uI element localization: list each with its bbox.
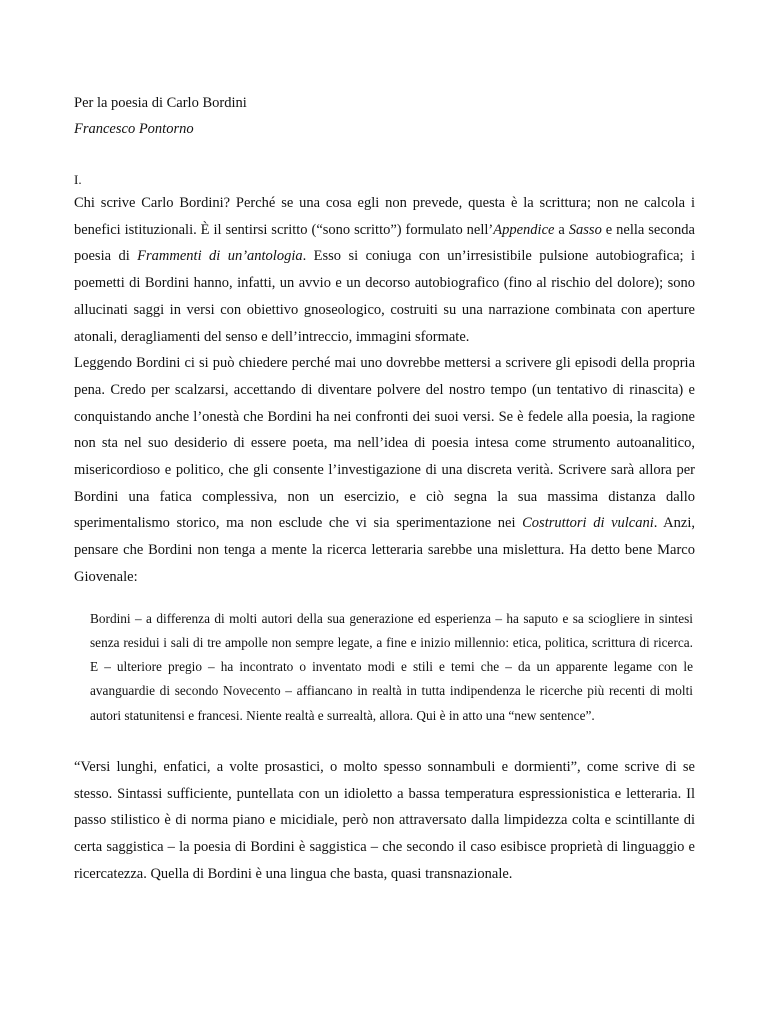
document-author: Francesco Pontorno (74, 121, 194, 137)
paragraph-1-text-3: e nella seconda poesia di (74, 221, 695, 265)
paragraph-1-italic-frammenti: Frammenti di un’antologia (137, 248, 303, 265)
paragraph-2-italic-costruttori: Costruttori di vulcani (522, 515, 654, 532)
paragraph-1 (74, 190, 695, 350)
paragraph-1-text-4: . Esso si coniuga con un’irresistibile pulsione autobiografica; i poemetti di Bordini hanno, infatti, un avvio e un decorso autobiografico (fino al rischio del dolore); sono allucinati saggi in versi con obiettivo gnoseologico, costruiti su una narrazione combinata con aperture atonali, deragliamenti del senso e dell’intreccio, immagini sformate. (74, 248, 695, 345)
paragraph-1-text-1: Chi scrive Carlo Bordini? Perché se una cosa egli non prevede, questa è la scrittura; non ne calcola i benefici istituzionali. È il sentirsi scritto (“sono scritto”) formulato nell’ (74, 195, 695, 238)
paragraph-1-text-2: a (554, 221, 569, 238)
section-number: I. (74, 172, 82, 187)
block-quote: Bordini – a differenza di molti autori della sua generazione ed esperienza – ha saputo e sa sciogliere in sintesi senza residui i sali di tre ampolle non sempre legate, a fine e inizio millennio: etica, politica, scrittura di ricerca. E – ulteriore pregio – ha incontrato o inventato modi e stili e temi che – da un apparente legame con le avanguardie di secondo Novecento – affiancano in realtà in tutta indipendenza le ricerche più recenti di molti autori statunitensi e francesi. Niente realtà e surrealtà, allora. Qui è in atto una “new sentence”. (90, 610, 693, 723)
paragraph-1-italic-appendice: Appendice (493, 221, 555, 238)
document-title: Per la poesia di Carlo Bordini (74, 95, 247, 111)
paragraph-2-text-2: . Anzi, pensare che Bordini non tenga a mente la ricerca letteraria sarebbe una mislettura. Ha detto bene Marco Giovenale: (74, 515, 695, 585)
paragraph-2-text-1: Leggendo Bordini ci si può chiedere perché mai uno dovrebbe mettersi a scrivere gli episodi della propria pena. Credo per scalzarsi, accettando di diventare polvere del nostro tempo (un tentativo di rinascita) e conquistando anche l’onestà che Bordini ha nei confronti dei suoi versi. Se è fedele alla poesia, la ragione non sta nel suo desiderio di essere poeta, ma nell’idea di poesia intesa come strumento autoanalitico, misericordioso e politico, che gli consente l’investigazione di una discreta verità. Scrivere sarà allora per Bordini una fatica complessiva, non un esercizio, e ciò segna la sua massima distanza dallo sperimentalismo storico, ma non esclude che vi sia sperimentazione nei (74, 355, 695, 532)
document-body (74, 90, 695, 888)
paragraph-3: “Versi lunghi, enfatici, a volte prosastici, o molto spesso sonnambuli e dormienti”, come scrive di se stesso. Sintassi sufficiente, puntellata con un idioletto a bassa temperatura espressionistica e letteraria. Il passo stilistico è di norma piano e micidiale, però non attraversato dalla limpidezza colta e scintillante di certa saggistica – la poesia di Bordini è saggistica – che secondo il caso esibisce proprietà di linguaggio e ricercatezza. Quella di Bordini è una lingua che basta, quasi transnazionale. (74, 759, 695, 882)
paragraph-2 (74, 350, 695, 590)
paragraph-1-italic-sasso: Sasso (568, 221, 602, 238)
